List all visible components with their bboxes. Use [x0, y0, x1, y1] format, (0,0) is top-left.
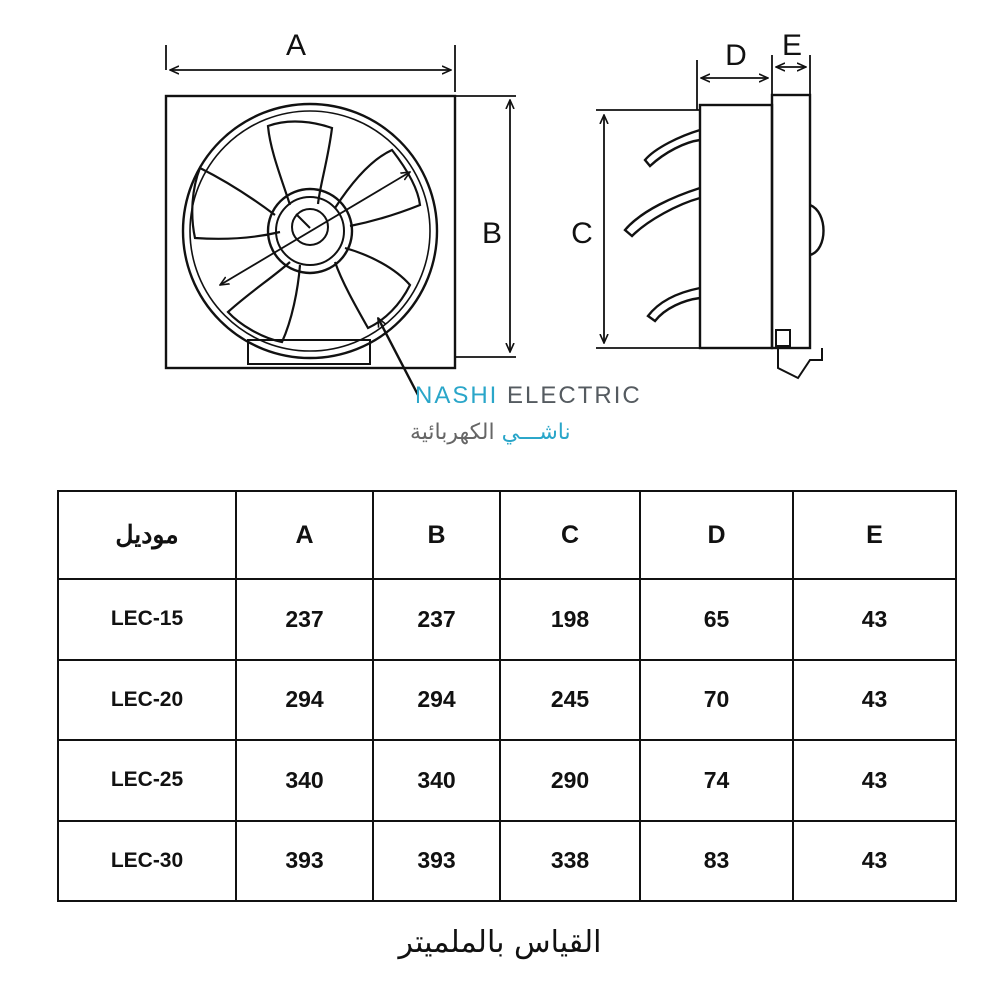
header-e: E	[793, 491, 956, 579]
brand-name-part1: NASHI	[415, 382, 499, 409]
cell-d: 70	[640, 660, 793, 741]
side-view	[596, 55, 824, 378]
brand-arabic	[410, 420, 670, 445]
header-c: C	[500, 491, 640, 579]
cell-a: 393	[236, 821, 373, 902]
cell-model: LEC-20	[58, 660, 236, 741]
header-model: موديل	[58, 491, 236, 579]
brand-arabic-part1: ناشـــي	[501, 420, 571, 445]
table-row	[58, 740, 956, 821]
cell-d: 83	[640, 821, 793, 902]
label-c: C	[571, 217, 593, 250]
header-d: D	[640, 491, 793, 579]
label-b: B	[481, 217, 503, 250]
front-view	[166, 45, 516, 395]
label-d: D	[725, 39, 747, 72]
cell-b: 237	[373, 579, 500, 660]
cell-c: 338	[500, 821, 640, 902]
table-row	[58, 821, 956, 902]
header-b: B	[373, 491, 500, 579]
unit-note: القياس بالملميتر	[398, 925, 602, 960]
table-row	[58, 579, 956, 660]
label-e: E	[781, 29, 803, 62]
cell-c: 290	[500, 740, 640, 821]
brand-logo	[415, 382, 675, 410]
header-a: A	[236, 491, 373, 579]
cell-model: LEC-30	[58, 821, 236, 902]
table-header-row	[58, 491, 956, 579]
cell-b: 393	[373, 821, 500, 902]
dimensions-table	[57, 490, 957, 902]
cell-a: 237	[236, 579, 373, 660]
brand-name-part2: ELECTRIC	[507, 382, 642, 409]
cell-c: 245	[500, 660, 640, 741]
brand-arabic-part2: الكهربائية	[410, 420, 495, 445]
cell-b: 340	[373, 740, 500, 821]
label-a: A	[285, 29, 307, 62]
cell-model: LEC-15	[58, 579, 236, 660]
cell-e: 43	[793, 579, 956, 660]
cell-e: 43	[793, 660, 956, 741]
cell-model: LEC-25	[58, 740, 236, 821]
cell-c: 198	[500, 579, 640, 660]
cell-e: 43	[793, 740, 956, 821]
cell-e: 43	[793, 821, 956, 902]
cell-b: 294	[373, 660, 500, 741]
cell-d: 65	[640, 579, 793, 660]
cell-a: 294	[236, 660, 373, 741]
table-row	[58, 660, 956, 741]
cell-a: 340	[236, 740, 373, 821]
cell-d: 74	[640, 740, 793, 821]
